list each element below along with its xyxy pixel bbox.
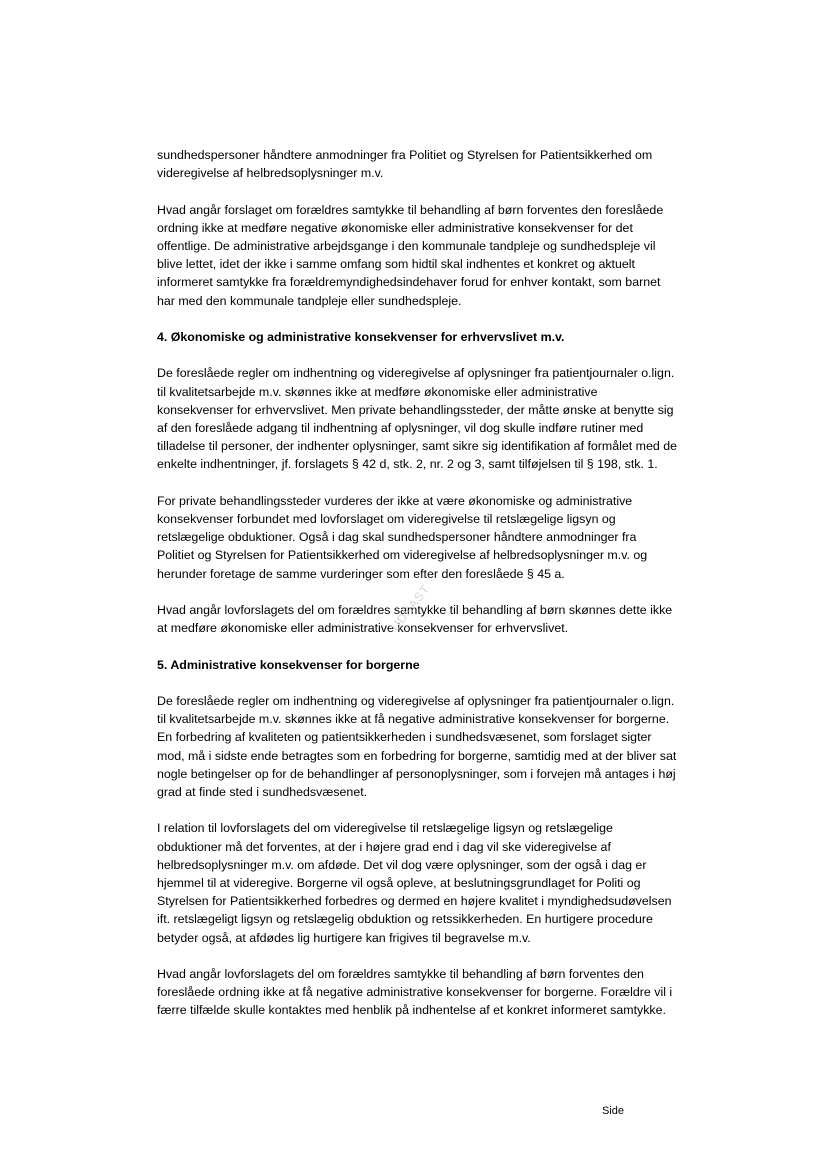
section-heading: 4. Økonomiske og administrative konsekvenser for erhvervslivet m.v.: [157, 330, 565, 344]
paragraph: Hvad angår lovforslagets del om forældres samtykke til behandling af børn forventes den foreslåede ordning ikke at få negative administrative konsekvenser for borgerne. Forældre vil i færre tilfælde skulle kontaktes med henblik på indhentelse af et konkret informeret samtykke.: [157, 967, 673, 1018]
paragraph: De foreslåede regler om indhentning og videregivelse af oplysninger fra patientjournaler o.lign. til kvalitetsarbejde m.v. skønnes ikke at medføre økonomiske eller administrative konsekvenser for erhvervslivet. Men private behandlingssteder, der måtte ønske at benytte sig af den foreslåede adgang til indhentning af oplysninger, vil dog skulle indføre rutiner med tilladelse til personer, der indhenter oplysninger, samt sikre sig identifikation af formålet med de enkelte indhentninger, jf. forslagets § 42 d, stk. 2, nr. 2 og 3, samt tilføjelsen til § 198, stk. 1.: [157, 366, 677, 472]
paragraph: Hvad angår forslaget om forældres samtykke til behandling af børn forventes den foreslåede ordning ikke at medføre negative økonomiske eller administrative konsekvenser for det offentlige. De administrative arbejdsgange i den kommunale tandpleje og sundhedspleje vil blive lettet, idet der ikke i samme omfang som hidtil skal indhentes et konkret og aktuelt informeret samtykke fra forældremyndighedsindehaver forud for enhver kontakt, som barnet har med den kommunale tandpleje eller sundhedspleje.: [157, 202, 664, 308]
paragraph: For private behandlingssteder vurderes der ikke at være økonomiske og administrative konsekvenser forbundet med lovforslaget om videregivelse til retslægelige ligsyn og retslægelige obduktioner. Også i dag skal sundhedspersoner håndtere anmodninger fra Politiet og Styrelsen for Patientsikkerhed om videregivelse af helbredsoplysninger m.v. og herunder foretage de samme vurderinger som efter den foreslåede § 45 a.: [157, 493, 648, 581]
paragraph: I relation til lovforslagets del om videregivelse til retslægelige ligsyn og retslægelige obduktioner må det forventes, at der i højere grad end i dag vil ske videregivelse af helbredsoplysninger m.v. om afdøde. Det vil dog være oplysninger, som der også i dag er hjemmel til at videregive. Borgerne vil også opleve, at beslutningsgrundlaget for Politi og Styrelsen for Patientsikkerhed forbedres og dermed en højere kvalitet i myndighedsudøvelsen ift. retslægeligt ligsyn og retslægelig obduktion og retssikkerheden. En hurtigere procedure betyder også, at afdødes lig hurtigere kan frigives til begravelse m.v.: [157, 821, 672, 945]
draft-watermark: UDKAST: [388, 581, 433, 634]
page-footer-label: Side: [602, 1105, 625, 1117]
section-heading: 5. Administrative konsekvenser for borgerne: [157, 657, 420, 672]
paragraph: sundhedspersoner håndtere anmodninger fra Politiet og Styrelsen for Patientsikkerhed om videregivelse af helbredsoplysninger m.v.: [157, 148, 653, 181]
paragraph: De foreslåede regler om indhentning og videregivelse af oplysninger fra patientjournaler o.lign. til kvalitetsarbejde m.v. skønnes ikke at få negative administrative konsekvenser for borgerne. En forbedring af kvaliteten og patientsikkerheden i sundhedsvæsenet, som forslaget sigter mod, må i sidste ende betragtes som en forbedring for borgerne, samtidig med at der bliver sat nogle betingelser op for de behandlinger af personoplysninger, som i forvejen må antages i høj grad at finde sted i sundhedsvæsenet.: [157, 693, 677, 799]
paragraph: Hvad angår lovforslagets del om forældres samtykke til behandling af børn skønnes dette ikke at medføre økonomiske eller administrative konsekvenser for erhvervslivet.: [157, 603, 673, 636]
